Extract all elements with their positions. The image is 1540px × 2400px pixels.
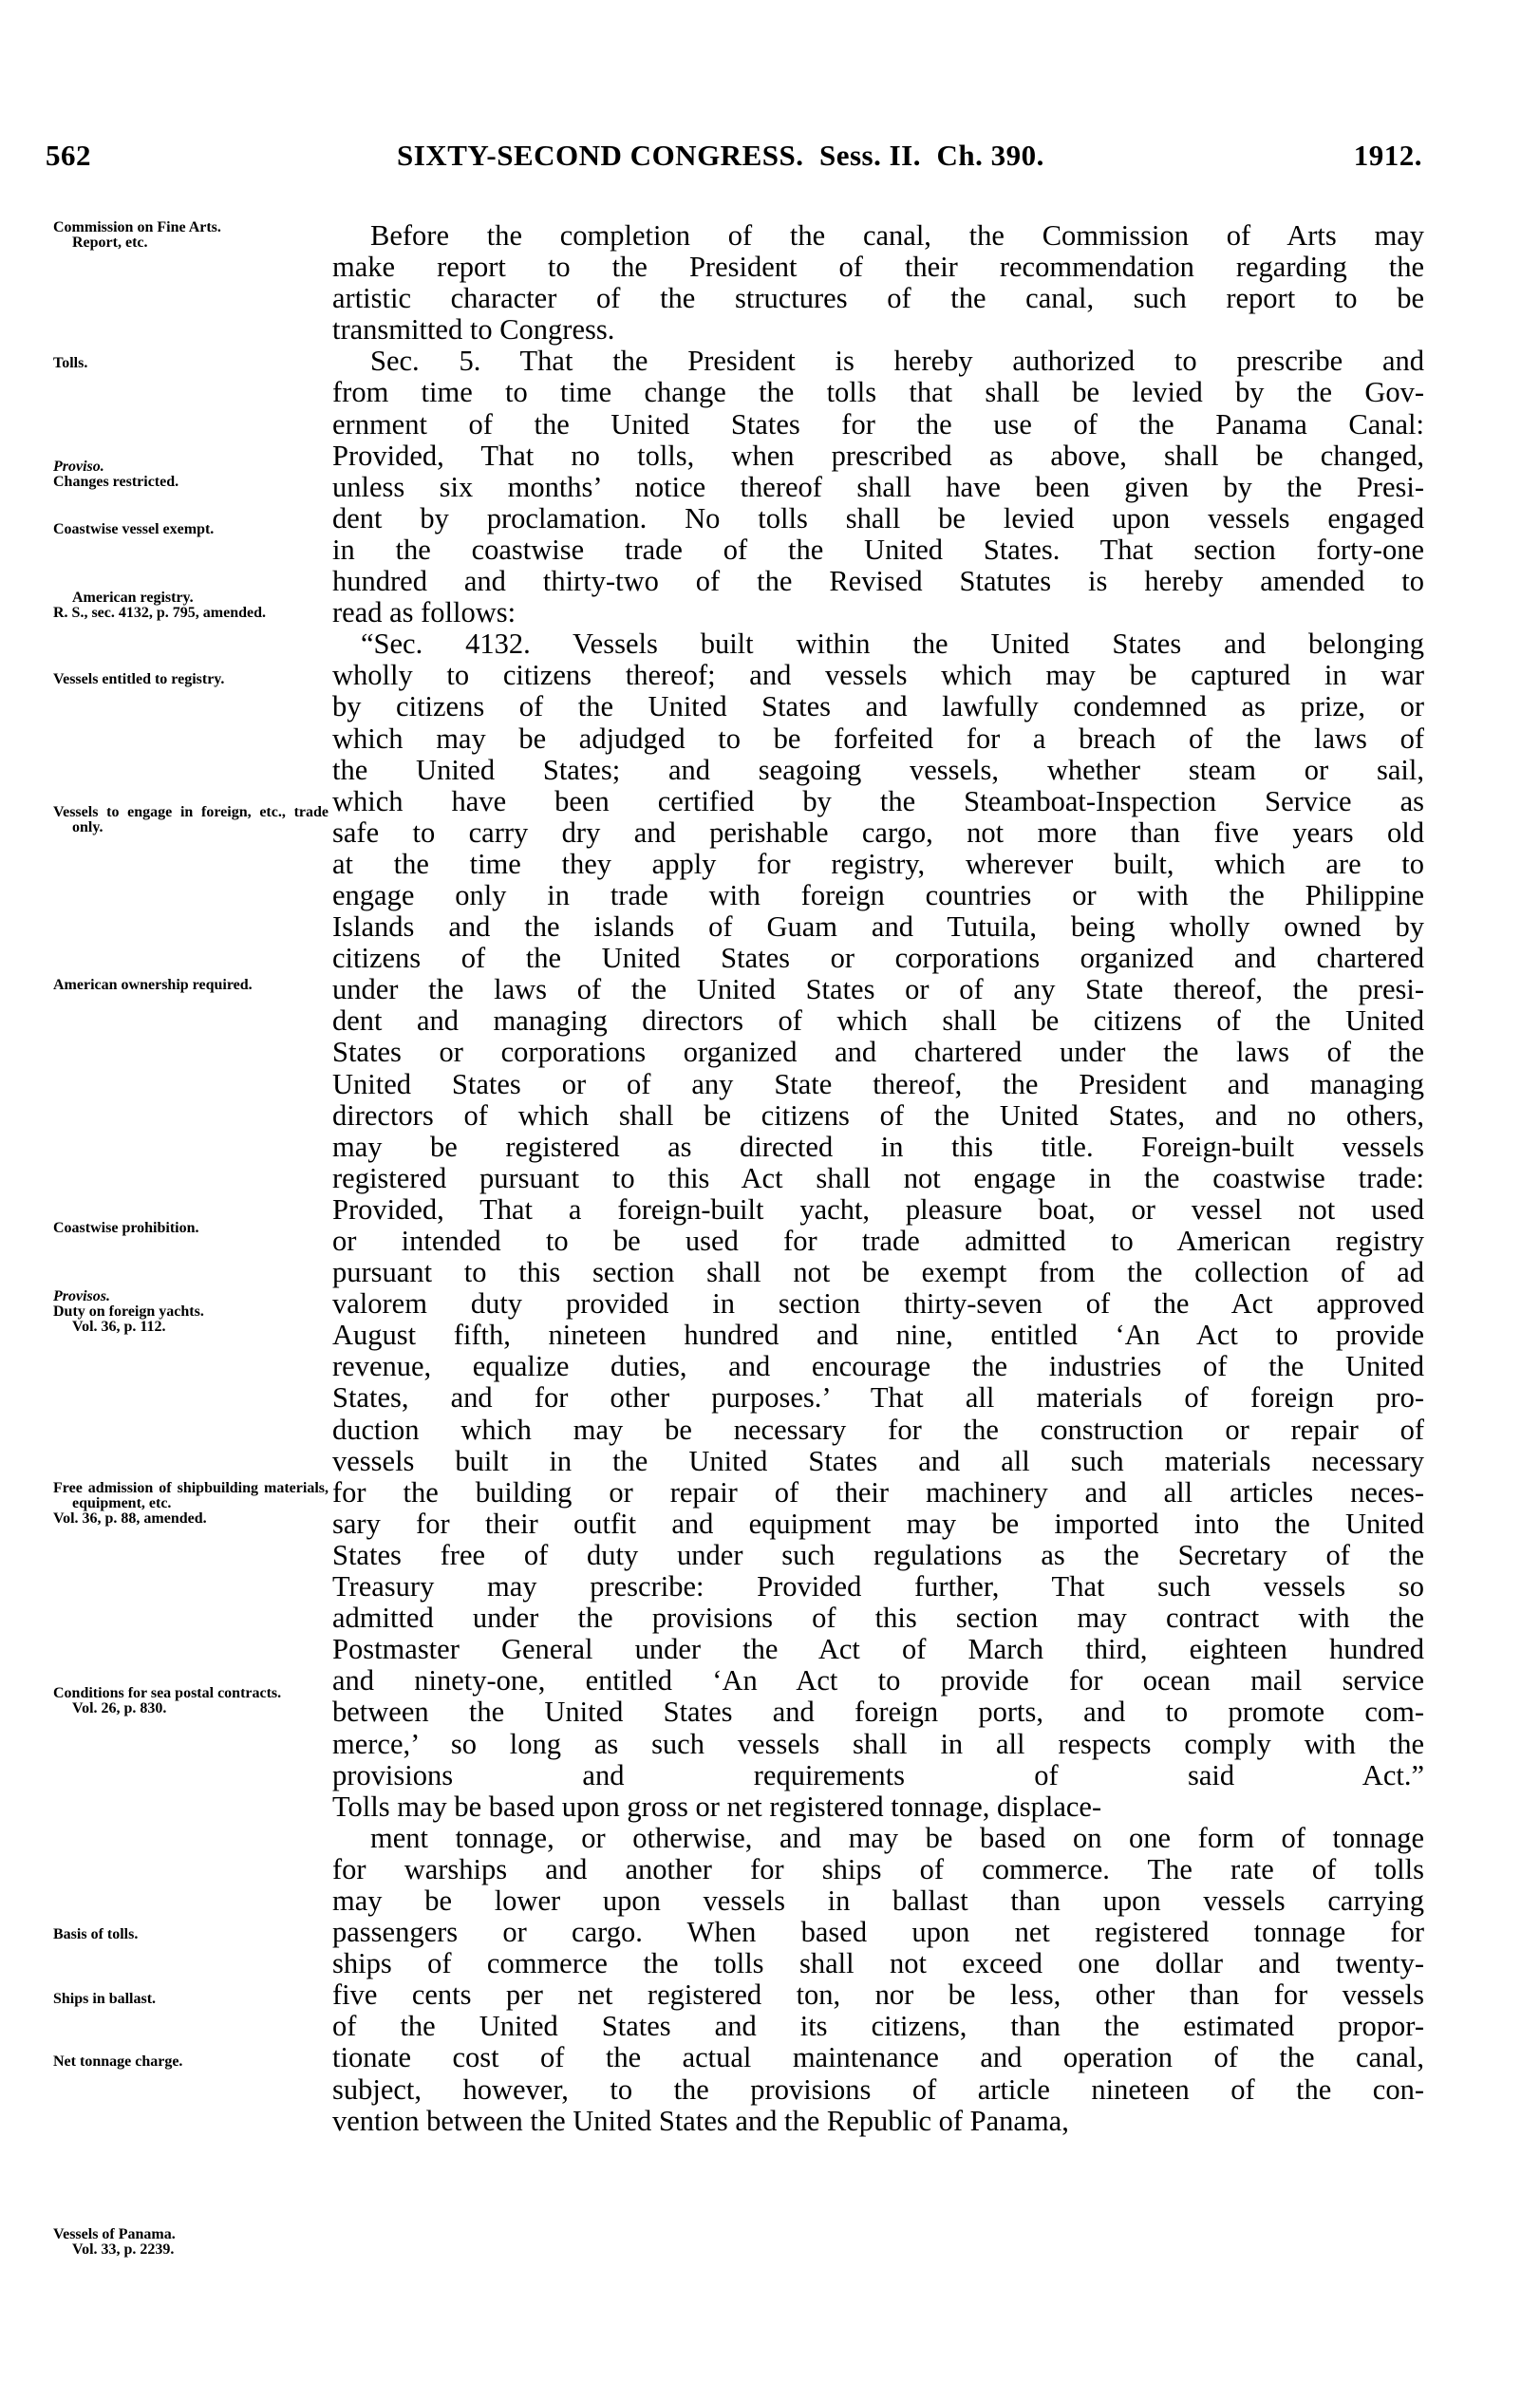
body-line: safe to carry dry and perishable cargo, not more than five years old bbox=[332, 816, 1424, 849]
body-line: States or corporations organized and chartered under the laws of the bbox=[332, 1037, 1424, 1069]
body-line: United States or of any State thereof, the President and managing bbox=[332, 1068, 1424, 1100]
margin-note-american-ownership-required: American ownership required. bbox=[53, 977, 253, 993]
session: Sess. II. bbox=[818, 139, 921, 172]
chapter: Ch. 390. bbox=[936, 139, 1044, 172]
running-title bbox=[397, 139, 1044, 173]
margin-note-coastwise-vessel-exempt: Coastwise vessel exempt. bbox=[53, 521, 215, 537]
margin-note-tolls: Tolls. bbox=[53, 355, 88, 371]
margin-note-vessels-to-engage-in-foreign-trade: Vessels to engage in foreign, etc., trade only. bbox=[53, 804, 329, 835]
body-line: tionate cost of the actual maintenance and operation of the canal, bbox=[332, 2042, 1424, 2074]
body-line: which may be adjudged to be forfeited for a breach of the laws of bbox=[332, 722, 1424, 755]
body-line: ernment of the United States for the use of the Panama Canal: bbox=[332, 408, 1424, 441]
body-line: Sec. 5. That the President is hereby authorized to prescribe and bbox=[370, 346, 1424, 378]
body-line: passengers or cargo. When based upon net registered tonnage for bbox=[332, 1917, 1424, 1949]
body-line: vessels built in the United States and all such materials necessary bbox=[332, 1445, 1424, 1477]
body-text bbox=[332, 220, 1424, 2137]
body-line: may be lower upon vessels in ballast than upon vessels carrying bbox=[332, 1884, 1424, 1917]
body-line: for warships and another for ships of commerce. The rate of tolls bbox=[332, 1853, 1424, 1885]
margin-note-basis-of-tolls: Basis of tolls. bbox=[53, 1926, 139, 1942]
body-line: between the United States and foreign ports, and to promote com- bbox=[332, 1697, 1424, 1729]
body-line: duction which may be necessary for the construction or repair of bbox=[332, 1414, 1424, 1446]
margin-note-provisos-duty-on-foreign-yachts: Provisos. Duty on foreign yachts. Vol. 36, p. 112. bbox=[53, 1288, 204, 1335]
body-line: States, and for other purposes.’ That all materials of foreign pro- bbox=[332, 1382, 1424, 1415]
body-line: may be registered as directed in this title. Foreign-built vessels bbox=[332, 1131, 1424, 1163]
body-line: August fifth, nineteen hundred and nine, entitled ‘An Act to provide bbox=[332, 1320, 1424, 1352]
page-number: 562 bbox=[46, 139, 91, 172]
body-line: for the building or repair of their machinery and all articles neces- bbox=[332, 1476, 1424, 1509]
margin-note-vessels-of-panama: Vessels of Panama. Vol. 33, p. 2239. bbox=[53, 2226, 176, 2258]
body-line: engage only in trade with foreign countries or with the Philippine bbox=[332, 879, 1424, 911]
body-line: ships of commerce the tolls shall not exceed one dollar and twenty- bbox=[332, 1948, 1424, 1980]
body-line: from time to time change the tolls that shall be levied by the Gov- bbox=[332, 377, 1424, 409]
body-line: wholly to citizens thereof; and vessels which may be captured in war bbox=[332, 660, 1424, 692]
body-line: of the United States and its citizens, than the estimated propor- bbox=[332, 2011, 1424, 2043]
margin-note-vessels-entitled-to-registry: Vessels entitled to registry. bbox=[53, 671, 225, 687]
margin-note-conditions-for-sea-postal-contracts: Conditions for sea postal contracts. Vol. 26, p. 830. bbox=[53, 1685, 282, 1716]
body-line: transmitted to Congress. bbox=[332, 314, 615, 347]
body-line: revenue, equalize duties, and encourage the industries of the United bbox=[332, 1351, 1424, 1383]
margin-note-commission-on-fine-arts: Commission on Fine Arts. Report, etc. bbox=[53, 219, 221, 251]
body-line: dent by proclamation. No tolls shall be levied upon vessels engaged bbox=[332, 502, 1424, 534]
body-line: ment tonnage, or otherwise, and may be based on one form of tonnage bbox=[370, 1822, 1424, 1854]
body-line: by citizens of the United States and lawfully condemned as prize, or bbox=[332, 691, 1424, 723]
body-line: merce,’ so long as such vessels shall in all respects comply with the bbox=[332, 1728, 1424, 1760]
margin-note-coastwise-prohibition: Coastwise prohibition. bbox=[53, 1220, 199, 1236]
body-line: unless six months’ notice thereof shall have been given by the Presi- bbox=[332, 471, 1424, 503]
margin-note-net-tonnage-charge: Net tonnage charge. bbox=[53, 2053, 183, 2070]
body-line: “Sec. 4132. Vessels built within the United States and belonging bbox=[361, 628, 1424, 661]
body-line: Provided, That no tolls, when prescribed as above, shall be changed, bbox=[332, 440, 1424, 472]
body-line: registered pursuant to this Act shall not engage in the coastwise trade: bbox=[332, 1162, 1424, 1194]
margin-note-free-admission-of-shipbuilding-materials: Free admission of shipbuilding materials, equipment, etc. Vol. 36, p. 88, amended. bbox=[53, 1480, 329, 1527]
body-line: five cents per net registered ton, nor be less, other than for vessels bbox=[332, 1979, 1424, 2012]
body-line: artistic character of the structures of the canal, such report to be bbox=[332, 283, 1424, 315]
body-line: Before the completion of the canal, the Commission of Arts may bbox=[370, 220, 1424, 252]
body-line: the United States; and seagoing vessels, whether steam or sail, bbox=[332, 754, 1424, 786]
body-line: and ninety-one, entitled ‘An Act to provide for ocean mail service bbox=[332, 1665, 1424, 1697]
body-line: provisions and requirements of said Act.” bbox=[332, 1759, 1424, 1791]
body-line: read as follows: bbox=[332, 597, 516, 629]
body-line: or intended to be used for trade admitted to American registry bbox=[332, 1226, 1424, 1257]
margin-note-american-registry: American registry. R. S., sec. 4132, p. 795, amended. bbox=[53, 590, 267, 621]
body-line: Treasury may prescribe: Provided further, That such vessels so bbox=[332, 1571, 1424, 1603]
body-line: Postmaster General under the Act of March third, eighteen hundred bbox=[332, 1634, 1424, 1666]
body-line: vention between the United States and the Republic of Panama, bbox=[332, 2105, 1069, 2137]
body-line: hundred and thirty-two of the Revised Statutes is hereby amended to bbox=[332, 566, 1424, 598]
body-line: directors of which shall be citizens of the United States, and no others, bbox=[332, 1099, 1424, 1132]
body-line: admitted under the provisions of this section may contract with the bbox=[332, 1603, 1424, 1635]
body-line: Provided, That a foreign-built yacht, pleasure boat, or vessel not used bbox=[332, 1193, 1424, 1226]
body-line: which have been certified by the Steamboat-Inspection Service as bbox=[332, 785, 1424, 817]
margin-notes bbox=[0, 0, 332, 2400]
body-line: in the coastwise trade of the United States. That section forty-one bbox=[332, 534, 1424, 566]
margin-note-proviso-changes-restricted: Proviso. Changes restricted. bbox=[53, 459, 179, 490]
body-line: Islands and the islands of Guam and Tutuila, being wholly owned by bbox=[332, 911, 1424, 944]
body-line: at the time they apply for registry, wherever built, which are to bbox=[332, 848, 1424, 880]
body-line: States free of duty under such regulations as the Secretary of the bbox=[332, 1539, 1424, 1571]
body-line: dent and managing directors of which shall be citizens of the United bbox=[332, 1005, 1424, 1038]
body-line: citizens of the United States or corporations organized and chartered bbox=[332, 943, 1424, 975]
body-line: Tolls may be based upon gross or net registered tonnage, displace- bbox=[332, 1791, 1102, 1823]
body-line: sary for their outfit and equipment may be imported into the United bbox=[332, 1508, 1424, 1540]
margin-note-ships-in-ballast: Ships in ballast. bbox=[53, 1991, 157, 2007]
body-line: make report to the President of their recommendation regarding the bbox=[332, 252, 1424, 284]
body-line: valorem duty provided in section thirty-seven of the Act approved bbox=[332, 1288, 1424, 1321]
body-line: pursuant to this section shall not be exempt from the collection of ad bbox=[332, 1257, 1424, 1289]
body-line: subject, however, to the provisions of article nineteen of the con- bbox=[332, 2073, 1424, 2106]
body-line: under the laws of the United States or of any State thereof, the presi- bbox=[332, 974, 1424, 1006]
year: 1912. bbox=[1353, 139, 1422, 172]
congress-title: SIXTY-SECOND CONGRESS. bbox=[397, 139, 804, 172]
